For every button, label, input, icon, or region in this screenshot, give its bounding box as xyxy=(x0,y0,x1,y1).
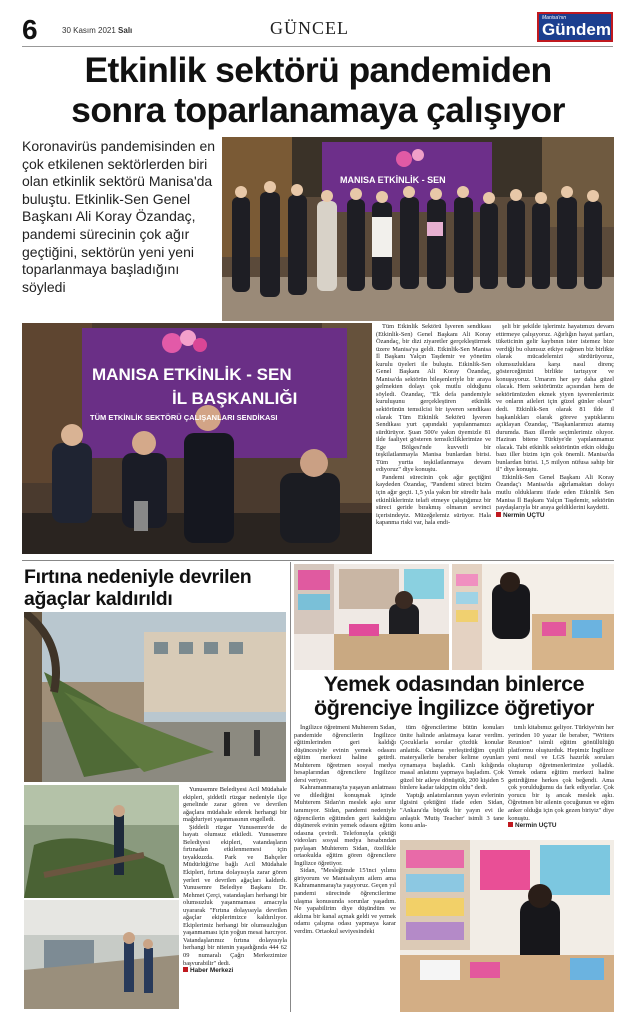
english-col1-para3: Sidan, "Mesleğimde 15'inci yılımı giriyorum ve Manisalıyım ailem ama Kahramanmaraş'ta yaşıyoruz. Geçen yıl pandemi sürecinde öğrencilerime ulaşma konusunda sorunlar yaşadım. Ne yapabilirim diye düşündüm ve aklıma bir kanal açmak geldi ve yemek odamı çalışma odası yapmaya karar verdim. Ortaokul seviyesindeki xyxy=(294,867,396,935)
english-col2-para2: Yaptığı anlatımlarının yayın evlerinin ilgisini çektiğini ifade eden Sidan, "Ankara'da büyük bir yayın evi ile anlaştık 'Mutiş Teacher' isimli 3 tane konu anla- xyxy=(400,791,504,830)
lead-photo-press xyxy=(22,323,372,554)
header-rule xyxy=(22,46,613,47)
english-photo-top-right xyxy=(452,564,614,670)
byline-square-icon xyxy=(183,967,188,972)
photo2-banner-line1: MANISA ETKİNLİK - SEN xyxy=(92,365,292,384)
storm-photo-main xyxy=(24,612,286,782)
storm-headline xyxy=(24,566,286,610)
storm-body xyxy=(183,786,287,1012)
storm-body-para1: Yunusemre Belediyesi Acil Müdahale ekipleri, şiddetli rüzgar nedeniyle ilçe genelinde zarar gören ve devrilen ağaçlara müdahale ederek herhangi bir mağduriyet yaşanmasının engelledi. xyxy=(183,786,287,824)
photo2-banner-line3: TÜM ETKİNLİK SEKTÖRÜ ÇALIŞANLARI SENDİKASI xyxy=(90,413,278,422)
byline-square-icon xyxy=(496,512,501,517)
lead-headline xyxy=(22,50,614,130)
lead-spot: Koronavirüs pandemisinden en çok etkilenen sektörlerden biri olan etkinlik sektörü Manisa'da buluştu. Etkinlik-Sen Genel Başkanı Ali Koray Özandaç, pandemi sürecinin çok ağır geçtiğini, sektörün yeni yeni toparlanmaya başladığını söyledi xyxy=(22,138,216,295)
issue-date xyxy=(62,26,132,35)
lead-col1-para1: Tüm Etkinlik Sektörü İşveren sendikası (Etkinlik-Sen) Genel Başkanı Ali Koray Özandaç, bir dizi ziyaretler gerçekleştirmek üzere Manisa'ya geldi. Etkinlik-Sen Manisa İl Başkanı Yalçın Taşdemir ve yönetim kurulu üyeleri ile buluştu. Etkinlik-Sen Genel Başkanı Ali Koray Özandaç, Manisa'da sektörün bileşenleriyle bir araya gelmekten dolayı çok mutlu olduğunu söyledi. Özandaç, "Ek defa pandemiyle kuruluşunu gerçekleştiren etkinlik sektörünün temsilcisi bir işveren sendikası olarak Tüm Etkinlik Sektörü İşveren Sendikası yurt çapındaki yapılanmamızı sürdürüyor. Şuan 500'e yakın üyemizle 81 ilde faaliyet gösteren temsilciliklerimize ve Ege Bölgesi'nde kuvvetli bir teşkilatlanmayla Manisa bunlardan birisi. Tüm yurtta teşkilatlanmaya devam ediyoruz" diye konuştu. xyxy=(376,323,491,474)
storm-byline xyxy=(183,967,287,975)
english-col3-para1: tımlı kitabımız geliyor. Türkiye'nin her yerinden 10 yazar ile beraber, "Writers Reunion" isimli eğitim gönüllülüğü platformu oluşturduk. Hepimiz İngilizce yeni nesil ve LGS hazırlık soruları oluşturup öğretmenlerimize yolladık. Yemek odamı eğitim merkezi haline getirdiğime herkes çok beğendi. Ama çok yorulduğumu da fark ediyorlar. Çok yorucu bir iş ancak meslek aşkı. Öğretmen bir ailenin çocuğunun ve eğim anker olduğu için çok gezen biriyiz" diye konuştu. xyxy=(508,724,614,822)
storm-byline-name: Haber Merkezi xyxy=(190,967,234,975)
column-divider xyxy=(290,562,291,1012)
lead-headline-line1: Etkinlik sektörü pandemiden xyxy=(84,50,552,90)
lead-col2-para2: Etkinlik-Sen Genel Başkanı Ali Koray Özandaç'ı Manisa'da ağırlamaktan dolayı mutlu olduklarını ifade eden Etkinlik Sen Manisa İl Başkanı Yalçın Taşdemir, sektörün paydaşlarıyla bir araya geldiklerini kaydetti. xyxy=(496,473,614,512)
english-col1-para2: Kahramanmaraş'ta yaşayan anlatması ve dilediğini konuşmak içinde Muhterem Sidan'ın meslek aşkı sınır tanımıyor. Sidan, pandemi nedeniyle öğrencilerin eğitimden geri kaldığını düşünerek evinin yemek odasını eğitim odasına çevirdi. Telefonuyla çektiği videoları sosyal medya hesabından paylaşan Muhterem Sidan, özellikle ortaokulda eğitim gören öğrencilere İngilizce öğretiyor. xyxy=(294,784,396,867)
english-col1-para1: İngilizce öğretmeni Muhterem Sıdan, pandemide öğrencilerin İngilizce eğitimlerinden geri kaldığı düşüncesiyle evinin yemek odasını eğitim merkezi haline getirdi. Muhterem öğretmen sosyal medya hesaplarından öğrencilere İngilizce dersi veriyor. xyxy=(294,724,396,784)
lead-photo-group xyxy=(222,137,614,321)
english-body-col3 xyxy=(508,724,614,836)
photo1-banner: MANISA ETKİNLİK - SEN xyxy=(340,175,446,185)
english-headline xyxy=(294,672,614,720)
lead-col2-para1: şeli bir şekilde işlerimiz hayatımızı devam ettirmeye çalışıyoruz. Ağırlığın hayat şartları, tüketicinin gelir kaybının ister istemez bize verdiği bu olumsuz etkiye rağmen biz birlikte olarak mücadelemizi sürdürüyoruz, olumsuzluklara karşı nasıl direnç gösterceğimizi birlikte tartışıyor ve konuşuyoruz. Umarım her şey daha güzel olacak. Hem sektörümüz açısından hem de sektörümüzden ekmek yiyen işverenlerimiz ve onların aileleri için güzel günler olsun" dedi. Etkinlik-Sen olarak 81 ilde il başkanlıkları olarak göreve yaptıklarını açıklayan Özandaç, "Başkanlarımızı atamış durumda. Bazı illerde seçimlerimiz oluyor. Haziran bitene Türkiye'de yapılanmamız olacak. Tabi etkinlik sektörünün etkin olduğu bazı iller bizim için çok önemli. Manisa'da bunlardan birisi. 1,5 milyon nüfusa sahip bir il" diye konuştu. xyxy=(496,323,614,474)
logo-text: Gündem xyxy=(542,20,611,39)
english-col2-para1: tüm öğrencilerime bütün konuları ünite halinde anlatmaya karar verdim. Çocuklarla sorular çözdük konular anlattık. Odama yerleştirdiğim çeşitli materyallerle beraber kelime oyunları oynamaya başladık. Canlı kılığında masal anlatımı yapmaya başladım. Çok güzel bir aileye dönüştük, 200 kişiden 5 binlere kadar takipçim oldu" dedi. xyxy=(400,724,504,792)
logo-top-text: Manisa'nın xyxy=(542,15,567,21)
english-headline-line1: Yemek odasından binlerce xyxy=(323,672,585,696)
lead-headline-line2: sonra toparlanamaya çalışıyor xyxy=(71,90,565,130)
english-byline-name: Nermin UÇTU xyxy=(515,822,557,830)
english-body-col2 xyxy=(400,724,504,836)
english-body-col1 xyxy=(294,724,396,1012)
english-headline-line2: öğrenciye İngilizce öğretiyor xyxy=(314,696,594,720)
lead-body-col1 xyxy=(376,323,491,555)
lead-col1-para2: Pandemi sürecinin çok ağır geçtiğini kaydeden Özandaç, "Pandemi süreci bizim için ağır geçti. 1,5 yıla yakın bir süredir hala etkinliklerimiz telafi etmeye çalıştığımız bir süreci geride bırakmış olmanın sevinci içerisindeyiz. Müzeğelemiz sürüyor. Hala kapanma riski var, hala endi- xyxy=(376,473,491,527)
storm-headline-line1: Fırtına nedeniyle devrilen xyxy=(24,566,252,588)
storm-photo-small2 xyxy=(24,900,179,1009)
storm-headline-line2: ağaçlar kaldırıldı xyxy=(24,588,173,610)
english-photo-top-left xyxy=(294,564,449,670)
storm-body-para2: Şiddetli rüzgar Yunusemre'de de hayatı olumsuz etkiledi. Yunusemre Belediyesi ekipleri, vatandaşların fırtınadan etkilenmemesi için teyakkuzda. Park ve Bahçeler Müdürlüğü'ne bağlı Acil Müdahale Ekipleri, fırtına dolayısıyla zarar gören yerleri ve devrilen ağaçları kaldırdı. Yunusemre Belediye Başkanı Dr. Mehmet Çerçi, vatandaşları herhangi bir olumsuzluk yaşanmaması amacıyla uyararak "Fırtına dolayısıyla devrilen ağaçlar ekiplerimizce kaldırılıyor. Ekiplerimiz herhangi bir olumsuzluğun yaşanmaması için yoğun mesai harcıyor. Vatandaşlarımız fırtına dolayısıyla herhangi bir nitenin yaşadığında 444 62 09 numaralı Çağrı Merkezimize başvurabilir" dedi. xyxy=(183,823,287,967)
date-text: 30 Kasım 2021 xyxy=(62,26,116,35)
lead-byline xyxy=(496,512,614,520)
section-divider xyxy=(22,560,614,561)
lead-byline-name: Nermin UÇTU xyxy=(503,511,545,519)
newspaper-logo xyxy=(537,12,613,42)
byline-square-icon xyxy=(508,822,513,827)
photo2-banner-line2: İL BAŞKANLIĞI xyxy=(172,389,298,408)
english-photo-bottom xyxy=(400,840,614,1012)
page-number: 6 xyxy=(22,14,38,45)
section-title: GÜNCEL xyxy=(270,18,349,38)
english-byline xyxy=(508,822,614,830)
storm-photo-small1 xyxy=(24,785,179,898)
lead-body-col2 xyxy=(496,323,614,555)
weekday-text: Salı xyxy=(118,26,133,35)
